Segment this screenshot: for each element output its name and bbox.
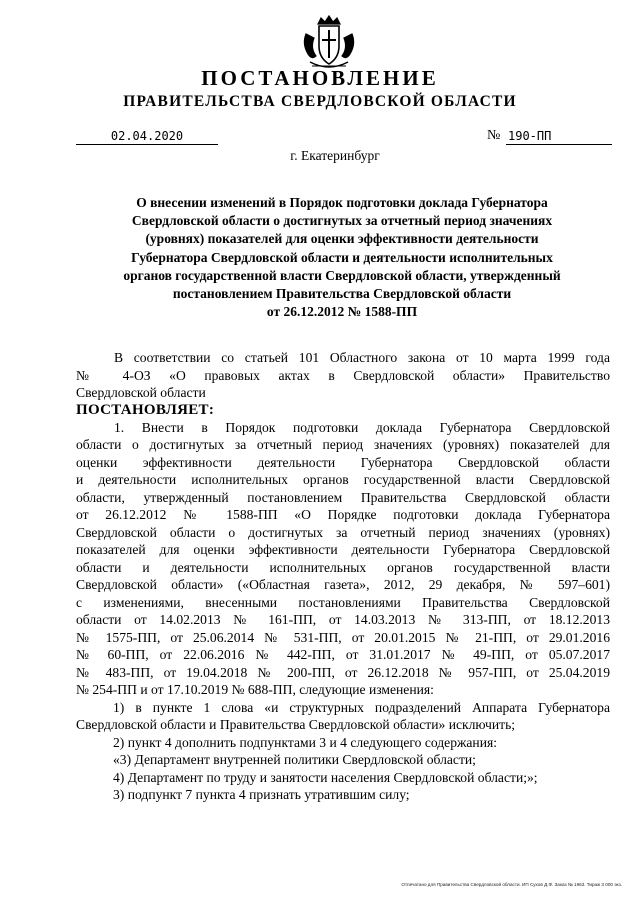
item1-line: и деятельности исполнительных органов государственной власти Свердловской xyxy=(76,472,610,487)
heading-line: Губернатора Свердловской области и деятельности исполнительных xyxy=(131,249,553,265)
subitem-line: 3) подпункт 7 пункта 4 признать утратившим силу; xyxy=(113,787,410,802)
subitem-line: 4) Департамент по труду и занятости населения Свердловской области;»; xyxy=(113,769,538,785)
item1-line: № 1575-ПП, от 25.06.2014 № 531-ПП, от 20.01.2015 № 21-ПП, от 29.01.2016 xyxy=(76,629,610,645)
document-title: ПОСТАНОВЛЕНИЕ xyxy=(201,66,439,90)
number-sign: № xyxy=(487,128,501,143)
item1-line: оценки эффективности деятельности Губернатора Свердловской области xyxy=(76,454,610,470)
print-footer: Отпечатано для Правительства Свердловской области. ИП Сухов Д.Ф. Заказ № 1963. Тираж 3 000 экз. xyxy=(401,882,622,887)
item1-line: показателей для оценки эффективности деятельности Губернатора Свердловской xyxy=(76,542,610,557)
subitem-line: Свердловской области и Правительства Свердловской области» исключить; xyxy=(76,717,516,732)
preamble-line: В соответствии со статьей 101 Областного закона от 10 марта 1999 года xyxy=(114,350,610,365)
heading-line: от 26.12.2012 № 1588-ПП xyxy=(266,304,418,320)
subitem-line: 1) в пункте 1 слова «и структурных подразделений Аппарата Губернатора xyxy=(113,699,610,715)
item1-line: № 254-ПП и от 17.10.2019 № 688-ПП, следующие изменения: xyxy=(76,682,434,697)
decree-word: ПОСТАНОВЛЯЕТ: xyxy=(76,401,215,418)
document-number: 190-ПП xyxy=(506,128,612,145)
item1-line: области от 14.02.2013 № 161-ПП, от 14.03.2013 № 313-ПП, от 18.12.2013 xyxy=(76,612,610,627)
heading-line: (уровнях) показателей для оценки эффективности деятельности xyxy=(145,231,539,247)
heading-line: постановлением Правительства Свердловской области xyxy=(172,286,512,302)
document-subtitle: ПРАВИТЕЛЬСТВА СВЕРДЛОВСКОЙ ОБЛАСТИ xyxy=(123,93,517,110)
item1-line: 1. Внести в Порядок подготовки доклада Губернатора Свердловской xyxy=(114,419,610,435)
item1-line: № 483-ПП, от 19.04.2018 № 200-ПП, от 26.12.2018 № 957-ПП, от 25.04.2019 xyxy=(76,664,610,680)
document-date: 02.04.2020 xyxy=(76,128,218,145)
subitem-line: 2) пункт 4 дополнить подпунктами 3 и 4 следующего содержания: xyxy=(113,734,498,750)
preamble-line: Свердловской области xyxy=(76,385,206,400)
heading-line: органов государственной власти Свердловской области, утвержденный xyxy=(123,267,561,283)
coat-of-arms-icon xyxy=(294,14,364,72)
heading-line: О внесении изменений в Порядок подготовки доклада Губернатора xyxy=(136,195,548,210)
item1-line: области и деятельности исполнительных органов государственной власти xyxy=(76,559,610,575)
item1-line: № 60-ПП, от 22.06.2016 № 442-ПП, от 31.01.2017 № 49-ПП, от 05.07.2017 xyxy=(76,647,610,662)
item1-line: Свердловской области о достигнутых за отчетный период значениях (уровнях) xyxy=(76,524,610,540)
item1-line: от 26.12.2012 № 1588-ПП «О Порядке подготовки доклада Губернатора xyxy=(76,507,610,522)
item1-line: области о достигнутых за отчетный период значениях (уровнях) показателей для xyxy=(76,437,610,452)
document-heading xyxy=(82,194,602,321)
item1-line: Свердловской области» («Областная газета», 2012, 29 декабря, № 597–601) xyxy=(76,577,610,592)
preamble-line: № 4-ОЗ «О правовых актах в Свердловской области» Правительство xyxy=(76,367,610,383)
heading-line: Свердловской области о достигнутых за отчетный период значениях xyxy=(131,213,553,229)
item1-line: области, утвержденный постановлением Правительства Свердловской области xyxy=(76,489,610,505)
item1-line: с изменениями, внесенными постановлениями Правительства Свердловской xyxy=(76,594,610,610)
subitem-line: «3) Департамент внутренней политики Свердловской области; xyxy=(113,752,476,767)
document-city: г. Екатеринбург xyxy=(290,148,380,163)
document-body xyxy=(76,349,610,804)
